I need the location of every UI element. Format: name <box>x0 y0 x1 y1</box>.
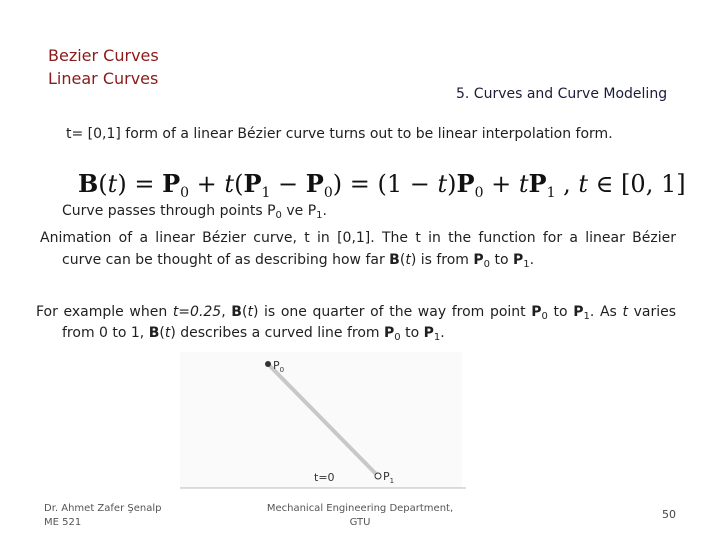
linear-bezier-formula <box>78 163 686 203</box>
chapter-heading: 5. Curves and Curve Modeling <box>456 86 668 102</box>
slide-title-linear-curves: Linear Curves <box>48 69 159 88</box>
formula-text: B(t) = P0 + t(P1 − P0) = (1 − t)P0 + tP1 <box>78 163 99 164</box>
example-text-line1: For example when t=0.25, B(t) is one quarter of the way from point $P_0$ to $P_1$. As t varies <box>36 304 676 322</box>
intro-text: t= [0,1] form of a linear Bézier curve turns out to be linear interpolation form. <box>66 126 613 142</box>
example-text-line2: from 0 to 1, B(t) describes a curved line from $P_0$ to $P_1$. <box>62 325 445 343</box>
svg-text:B(t) = P0 + t(P1 − P0) = (1 −: $B(t) = P_0 + t(P_1 - P_0) = (1 - t)P_0 + tP_1$ , t ∈ [0, 1] <box>78 169 686 201</box>
curve-passes-text: Curve passes through points $P_0$ ve $P_1$. <box>62 203 327 221</box>
label-p0: $P_0$ <box>273 359 285 374</box>
label-t-value: t=0 <box>314 471 335 484</box>
point-p0 <box>265 361 271 367</box>
label-p1: $P_1$ <box>383 470 395 485</box>
animation-text-line2: curve can be thought of as describing how far B(t) is from $P_0$ to $P_1$. <box>62 252 535 270</box>
footer-author: Dr. Ahmet Zafer Şenalp ME 521 <box>44 503 162 528</box>
slide-title-bezier-curves: Bezier Curves <box>48 46 159 65</box>
animation-text-line1: Animation of a linear Bézier curve, t in [0,1]. The t in the function for a linear Bézier <box>40 230 676 246</box>
linear-bezier-figure <box>178 352 468 490</box>
footer-department: Mechanical Engineering Department, GTU <box>266 503 454 528</box>
point-p1 <box>375 473 381 479</box>
page-number: 50 <box>662 508 676 521</box>
